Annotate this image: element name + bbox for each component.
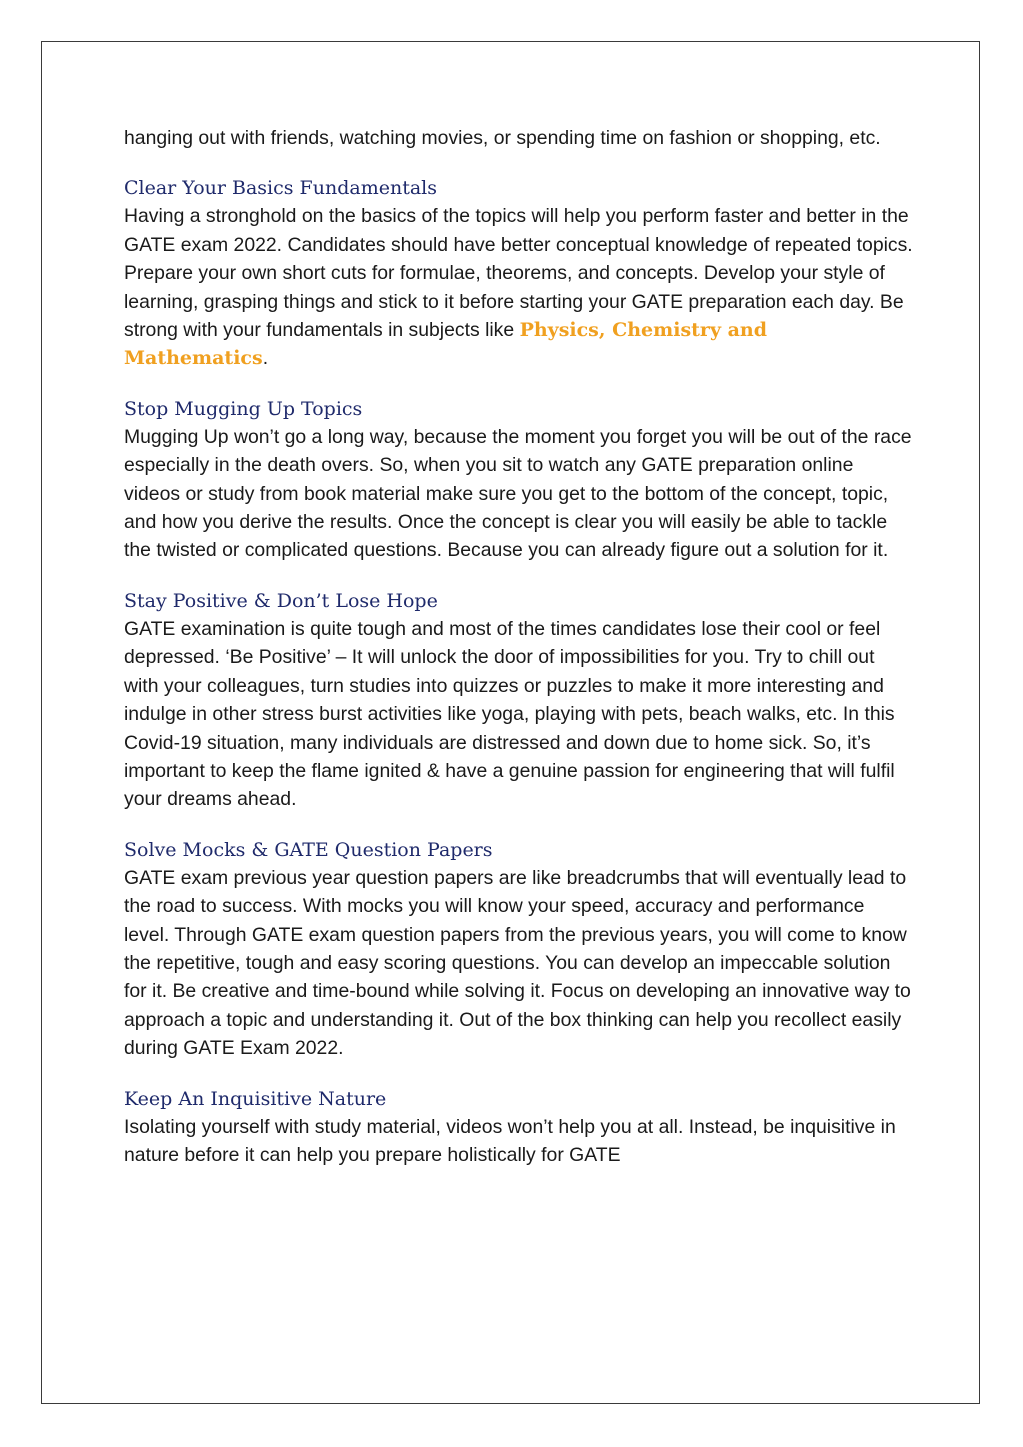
section-clear-basics [124,174,914,372]
section-heading: Stay Positive & Don’t Lose Hope [124,589,438,612]
intro-paragraph: hanging out with friends, watching movies, or spending time on fashion or shopping, etc. [124,127,881,149]
section-body: GATE examination is quite tough and most of the times candidates lose their cool or feel depressed. ‘Be Positive’ – It will unlock the door of impossibilities for you. Try to chill out with your colleagues, turn studies into quizzes or puzzles to make it more interesting and indulge in other stress burst activities like yoga, playing with pets, beach walks, etc. In this Covid-19 situation, many individuals are distressed and down due to home sick. So, it’s important to keep the flame ignited & have a genuine passion for engineering that will fulfil your dreams ahead. [124,617,895,811]
section-heading: Solve Mocks & GATE Question Papers [124,838,493,861]
subjects-highlight: Physics, Chemistry and Mathematics [124,319,768,370]
section-heading: Stop Mugging Up Topics [124,397,363,420]
body-text-after: . [262,347,269,370]
section-body: Mugging Up won’t go a long way, because the moment you forget you will be out of the race especially in the death overs. So, when you sit to watch any GATE preparation online videos or study from book material make sure you get to the bottom of the concept, topic, and how you derive the results. Once the concept is clear you will easily be able to tackle the twisted or complicated questions. Because you can already figure out a solution for it. [124,425,912,562]
section-heading: Clear Your Basics Fundamentals [124,177,437,200]
section-body [124,202,914,372]
section-inquisitive [124,1085,914,1170]
document-content [124,124,914,1191]
section-body: GATE exam previous year question papers are like breadcrumbs that will eventually lead to the road to success. With mocks you will know your speed, accuracy and performance level. Through GATE exam question papers from the previous years, you will come to know the repetitive, tough and easy scoring questions. You can develop an impeccable solution for it. Be creative and time-bound while solving it. Focus on developing an innovative way to approach a topic and understanding it. Out of the box thinking can help you recollect easily during GATE Exam 2022. [124,866,911,1060]
section-heading: Keep An Inquisitive Nature [124,1087,387,1110]
section-stay-positive [124,587,914,814]
section-stop-mugging [124,395,914,565]
section-body: Isolating yourself with study material, videos won’t help you at all. Instead, be inquisitive in nature before it can help you prepare holistically for GATE [124,1115,896,1166]
section-solve-mocks [124,836,914,1063]
body-text-before: Having a stronghold on the basics of the topics will help you perform faster and better in the GATE exam 2022. Candidates should have better conceptual knowledge of repeated topics. Prepare your own short cuts for formulae, theorems, and concepts. Develop your style of learning, grasping things and stick to it before starting your GATE preparation each day. Be strong with your fundamentals in subjects like [124,205,913,342]
